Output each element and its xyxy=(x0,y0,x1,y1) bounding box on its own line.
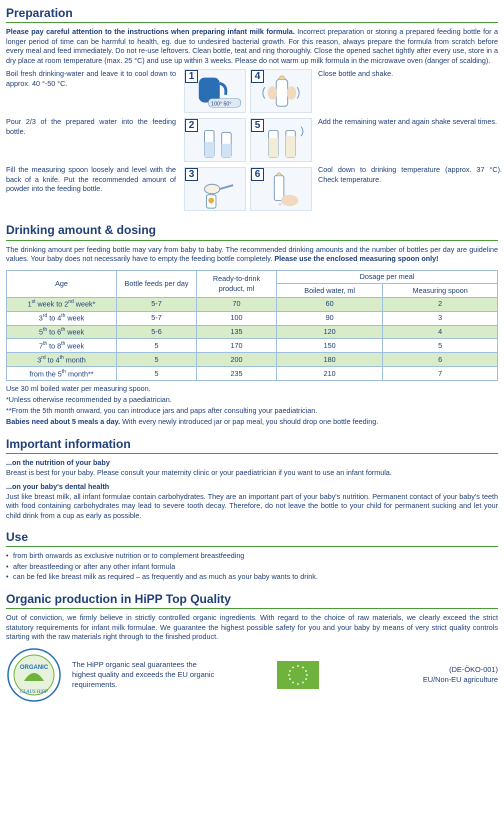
spoon-cell: 4 xyxy=(383,325,498,339)
dosing-intro-bold: Please use the enclosed measuring spoon only! xyxy=(274,254,439,264)
bottles-cell: 5-6 xyxy=(117,325,197,339)
ready-cell: 100 xyxy=(197,311,277,325)
step-4-text: Close bottle and shake. xyxy=(318,69,394,79)
dosing-notes xyxy=(6,384,498,427)
bottles-cell: 5 xyxy=(117,353,197,367)
list-item: • from birth onwards as exclusive nutrition or to complement breastfeeding xyxy=(6,551,498,561)
step-2-text: Pour 2/3 of the prepared water into the feeding bottle. xyxy=(6,117,176,136)
water-cell: 210 xyxy=(277,367,383,381)
organic-heading: Organic production in HiPP Top Quality xyxy=(6,586,498,609)
table-row xyxy=(7,339,498,353)
preparation-heading: Preparation xyxy=(6,0,498,23)
col-age: Age xyxy=(7,270,117,297)
step-illustrations xyxy=(184,69,314,211)
table-row xyxy=(7,297,498,311)
water-cell: 150 xyxy=(277,339,383,353)
step-4-illustration xyxy=(250,69,312,113)
spoon-cell: 2 xyxy=(383,297,498,311)
ready-cell: 235 xyxy=(197,367,277,381)
organic-footer xyxy=(6,647,498,703)
eu-organic-leaf-icon xyxy=(277,661,319,689)
water-cell: 180 xyxy=(277,353,383,367)
dental-subheading: ...on your baby's dental health xyxy=(6,482,110,492)
preparation-intro-text: Incorrect preparation or storing a prepared feeding bottle for a longer period of time can be harmful to health, eg. due to undesired bacterial growth. For this reason, always prepare the formula from scratch before every meal and feed immediately. Do not re-use leftovers. Clean bottle, teat and ring thoroughly. Close the opened sachet tightly after every use, store in a dry place at room temperature (max. 25 °C) and use up within 3 weeks. Please do not warm up milk formula in the microwave oven (danger of scalding). xyxy=(6,27,499,65)
step-5-number: 5 xyxy=(251,119,264,132)
note-paediatrician: *Unless otherwise recommended by a paediatrician. xyxy=(6,395,172,405)
note-meals-text: With every newly introduced jar or pap meal, you should drop one bottle feeding. xyxy=(120,417,379,427)
age-cell: 7th to 8th week xyxy=(7,339,117,353)
nutrition-subheading: ...on the nutrition of your baby xyxy=(6,458,110,468)
bottles-cell: 5-7 xyxy=(117,311,197,325)
dosing-heading: Drinking amount & dosing xyxy=(6,217,498,240)
table-row xyxy=(7,367,498,381)
bottles-cell: 5 xyxy=(117,339,197,353)
age-cell: from the 5th month** xyxy=(7,367,117,381)
preparation-intro xyxy=(6,27,498,65)
nutrition-text: Breast is best for your baby. Please consult your maternity clinic or your paediatrician if you want to use an infant formula. xyxy=(6,467,392,477)
organic-text: Out of conviction, we firmly believe in strictly controlled organic ingredients. With regard to the choice of raw materials, we clearly exceed the strict statutory requirements for infant milk formulae. We guarantee the highest possible safety for you and your baby by means of very strict quality controls starting with the raw materials right through to the finished product. xyxy=(6,613,498,642)
step-1-illustration xyxy=(184,69,246,113)
step-5-illustration xyxy=(250,118,312,162)
eu-origin: EU/Non-EU agriculture xyxy=(422,674,498,684)
water-cell: 60 xyxy=(277,297,383,311)
spoon-cell: 7 xyxy=(383,367,498,381)
dental-text: Just like breast milk, all infant formulae contain carbohydrates. They are an important part of your baby's nutrition. Permanent contact of your baby's teeth with food containing carbohydrates may lead to severe tooth decay. Therefore, do not leave the bottle to your child for permanent sucking and let your child drink from a cup as early as possible. xyxy=(6,491,498,520)
step-4-number: 4 xyxy=(251,70,264,83)
spoon-cell: 5 xyxy=(383,339,498,353)
seal-text: The HiPP organic seal guarantees the highest quality and exceeds the EU organic requirements. xyxy=(72,660,215,689)
col-water: Boiled water, ml xyxy=(277,284,383,298)
age-cell: 5th to 6th week xyxy=(7,325,117,339)
spoon-cell: 3 xyxy=(383,311,498,325)
water-cell: 90 xyxy=(277,311,383,325)
age-cell: 3rd to 4th month xyxy=(7,353,117,367)
preparation-intro-bold: Please pay careful attention to the instructions when preparing infant milk formula. xyxy=(6,27,295,37)
seal-word: ORGANIC xyxy=(19,664,49,671)
ready-cell: 200 xyxy=(197,353,277,367)
eu-code: (DE-ÖKO-001) xyxy=(449,665,498,675)
note-jars: **From the 5th month onward, you can introduce jars and paps after consulting your paediatrician. xyxy=(6,406,318,416)
thermometer-label: 100° 50° xyxy=(211,101,232,108)
col-bottles: Bottle feeds per day xyxy=(117,270,197,297)
use-list xyxy=(6,551,498,582)
step-2-number: 2 xyxy=(185,119,198,132)
spoon-cell: 6 xyxy=(383,353,498,367)
table-row xyxy=(7,353,498,367)
ready-cell: 170 xyxy=(197,339,277,353)
step-6-text: Cool down to drinking temperature (approx. 37 °C). Check temperature. xyxy=(318,165,502,184)
table-row xyxy=(7,311,498,325)
age-cell: 1st week to 2nd week* xyxy=(7,297,117,311)
bottles-cell: 5 xyxy=(117,367,197,381)
step-2-illustration xyxy=(184,118,246,162)
steps-right-text xyxy=(318,69,504,211)
dosing-intro xyxy=(6,245,498,264)
use-heading: Use xyxy=(6,524,498,547)
step-1-number: 1 xyxy=(185,70,198,83)
preparation-steps xyxy=(6,69,502,211)
step-3-number: 3 xyxy=(185,168,198,181)
steps-left-text xyxy=(6,69,180,211)
important-heading: Important information xyxy=(6,431,498,454)
note-meals xyxy=(6,417,498,427)
eu-certification xyxy=(423,665,498,685)
step-5-text: Add the remaining water and again shake several times. xyxy=(318,117,497,127)
step-3-illustration xyxy=(184,167,246,211)
step-1-text: Boil fresh drinking-water and leave it to cool down to approx. 40 °-50 °C. xyxy=(6,69,176,88)
table-row xyxy=(7,325,498,339)
seal-signature: CLAUS HiPP xyxy=(20,689,48,695)
note-meals-bold: Babies need about 5 meals a day. xyxy=(6,417,121,427)
step-6-number: 6 xyxy=(251,168,264,181)
age-cell: 3rd to 4th week xyxy=(7,311,117,325)
step-3-text: Fill the measuring spoon loosely and level with the back of a knife. Put the recommended amount of powder into the feeding bottle. xyxy=(6,165,176,194)
dosing-intro-text: The drinking amount per feeding bottle may vary from baby to baby. The recommended drinking amounts and the number of bottles per day are guideline values. Your baby does not necessarily have to empty the feeding bottle completely. xyxy=(6,244,498,264)
bottles-cell: 5-7 xyxy=(117,297,197,311)
list-item: • can be fed like breast milk as required – as frequently and as much as your baby wants to drink. xyxy=(6,572,498,582)
ready-cell: 70 xyxy=(197,297,277,311)
hipp-organic-seal-icon xyxy=(6,647,62,703)
col-spoon: Measuring spoon xyxy=(383,284,498,298)
dosing-table xyxy=(6,270,498,381)
water-cell: 120 xyxy=(277,325,383,339)
ready-cell: 135 xyxy=(197,325,277,339)
col-dosage: Dosage per meal xyxy=(277,270,498,284)
note-water: Use 30 ml boiled water per measuring spoon. xyxy=(6,384,151,394)
step-6-illustration xyxy=(250,167,312,211)
col-ready: Ready-to-drink product, ml xyxy=(197,270,277,297)
list-item: • after breastfeeding or after any other infant formula xyxy=(6,562,498,572)
